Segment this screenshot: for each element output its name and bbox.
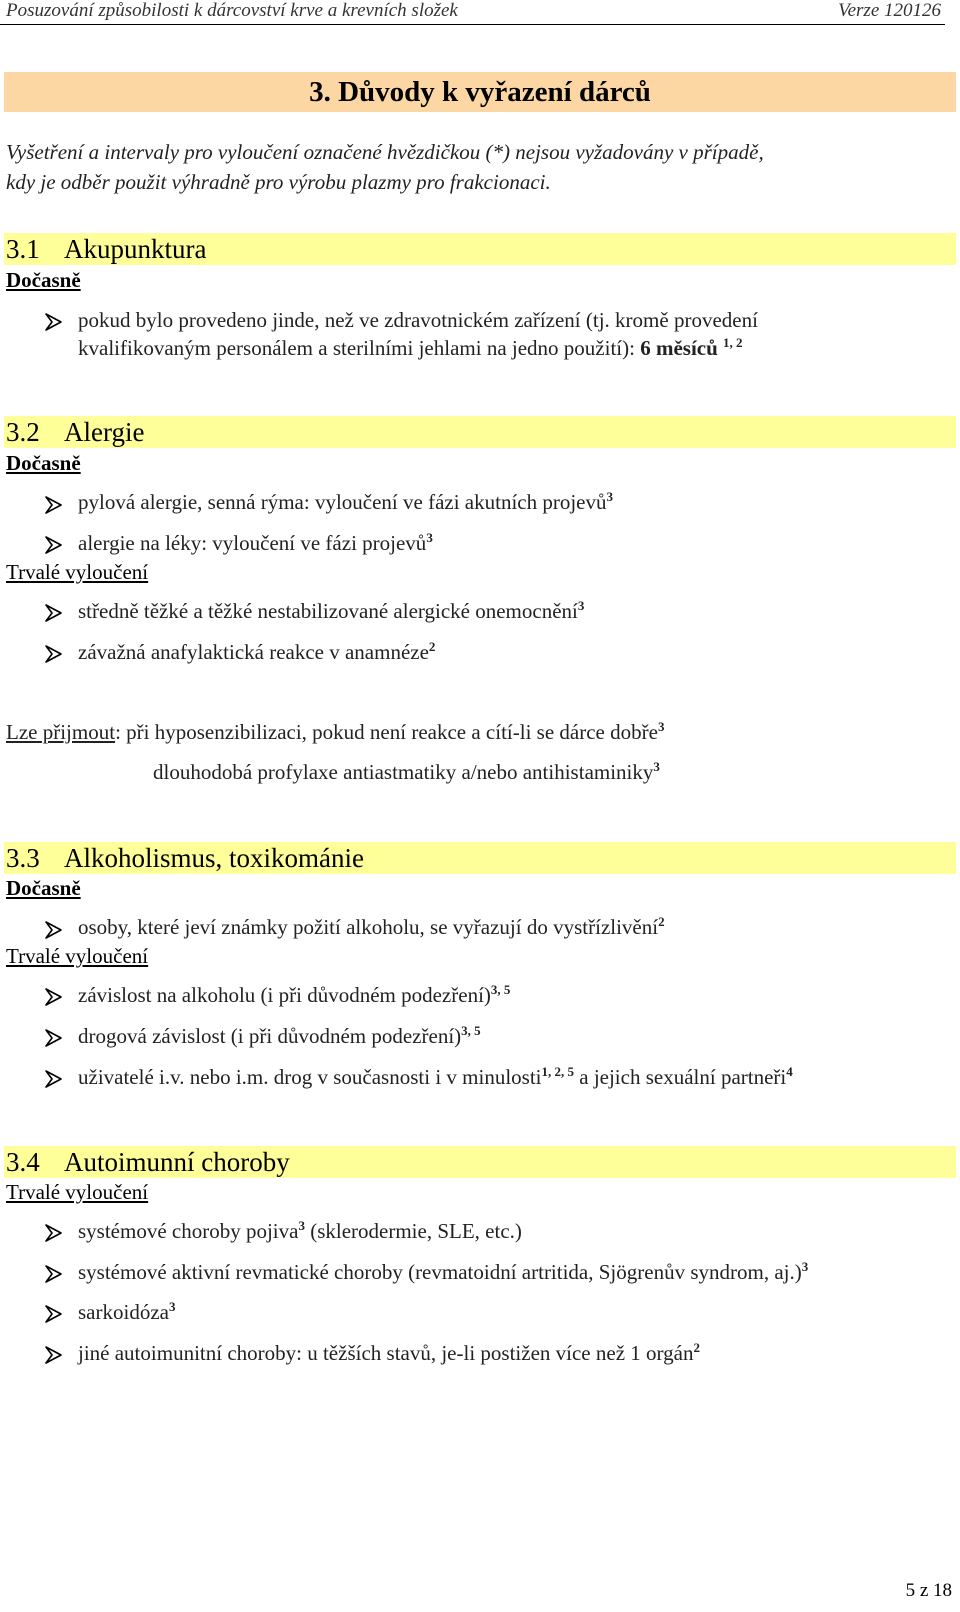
list-item: uživatelé i.v. nebo i.m. drog v současnosti i v minulosti$^{1, 2, 5}$ a jejich sexuální partneři$^4$ (78, 1064, 793, 1089)
acceptable-label: Lze přijmout (6, 720, 116, 744)
section-heading-alcoholism (4, 842, 956, 874)
document-version: Verze 120126 (838, 0, 941, 21)
bullet-arrow-icon (44, 535, 63, 555)
list-item: drogová závislost (i při důvodném podezření)$^{3, 5}$ (78, 1023, 481, 1048)
bullet-arrow-icon (44, 1264, 63, 1284)
list-item: systémové choroby pojiva$^3$ (sklerodermie, SLE, etc.) (78, 1218, 522, 1243)
bullet-arrow-icon (44, 312, 63, 332)
section-heading-autoimmune (4, 1146, 956, 1178)
intro-line-1: Vyšetření a intervaly pro vyloučení označené hvězdičkou (*) nejsou vyžadovány v případě, (6, 140, 764, 164)
temporary-label: Dočasně (6, 876, 81, 900)
list-item: středně těžké a těžké nestabilizované alergické onemocnění$^3$ (78, 598, 585, 623)
list-item: pylová alergie, senná rýma: vyloučení ve fázi akutních projevů$^3$ (78, 489, 614, 514)
section-number: 3.1 (6, 234, 40, 264)
list-item: pokud bylo provedeno jinde, než ve zdravotnickém zařízení (tj. kromě provedení (78, 308, 758, 332)
list-item: alergie na léky: vyloučení ve fázi projevů$^3$ (78, 530, 433, 555)
list-item: systémové aktivní revmatické choroby (revmatoidní artritida, Sjögrenův syndrom, aj.)$^3$ (78, 1259, 809, 1284)
section-number: 3.3 (6, 843, 40, 873)
permanent-exclusion-label: Trvalé vyloučení (6, 944, 149, 968)
section-heading-allergy (4, 416, 956, 448)
acceptable-note-line-2: dlouhodobá profylaxe antiastmatiky a/nebo antihistaminiky$^3$ (153, 759, 660, 784)
section-title: Alergie (64, 417, 145, 447)
permanent-exclusion-label: Trvalé vyloučení (6, 560, 149, 584)
section-heading-acupuncture (4, 233, 956, 265)
bullet-arrow-icon (44, 1069, 63, 1089)
page-number: 5 z 18 (905, 1580, 952, 1601)
section-title: Akupunktura (64, 234, 207, 264)
period-value: 6 měsíců (640, 336, 718, 360)
bullet-arrow-icon (44, 1223, 63, 1243)
bullet-arrow-icon (44, 1028, 63, 1048)
bullet-arrow-icon (44, 644, 63, 664)
section-title: Autoimunní choroby (64, 1147, 290, 1177)
document-title: Posuzování způsobilosti k dárcovství krve a krevních složek (6, 0, 458, 21)
bullet-arrow-icon (44, 1345, 63, 1365)
bullet-arrow-icon (44, 920, 63, 940)
section-number: 3.2 (6, 417, 40, 447)
permanent-exclusion-label: Trvalé vyloučení (6, 1180, 149, 1204)
bullet-arrow-icon (44, 603, 63, 623)
list-item: sarkoidóza$^3$ (78, 1299, 176, 1324)
list-item: jiné autoimunitní choroby: u těžších stavů, je-li postižen více než 1 orgán$^2$ (78, 1340, 700, 1365)
reference-superscript: 1, 2 (723, 335, 743, 350)
bullet-arrow-icon (44, 495, 63, 515)
chapter-heading: 3. Důvody k vyřazení dárců (4, 72, 956, 112)
section-title: Alkoholismus, toxikománie (64, 843, 364, 873)
bullet-arrow-icon (44, 987, 63, 1007)
running-header (0, 0, 945, 25)
list-item: závažná anafylaktická reakce v anamnéze$^2$ (78, 639, 436, 664)
temporary-label: Dočasně (6, 268, 81, 292)
section-number: 3.4 (6, 1147, 40, 1177)
list-item: závislost na alkoholu (i při důvodném podezření)$^{3, 5}$ (78, 982, 511, 1007)
bullet-arrow-icon (44, 1304, 63, 1324)
list-item-continuation: kvalifikovaným personálem a sterilními jehlami na jedno použití): 6 měsíců $^{1, 2}$ (78, 335, 743, 360)
acceptable-note: Lze přijmout: při hyposenzibilizaci, pokud není reakce a cítí-li se dárce dobře$^3$ (6, 719, 665, 744)
list-item: osoby, které jeví známky požití alkoholu, se vyřazují do vystřízlivění$^2$ (78, 914, 665, 939)
intro-line-2: kdy je odběr použit výhradně pro výrobu plazmy pro frakcionaci. (6, 170, 551, 194)
temporary-label: Dočasně (6, 451, 81, 475)
